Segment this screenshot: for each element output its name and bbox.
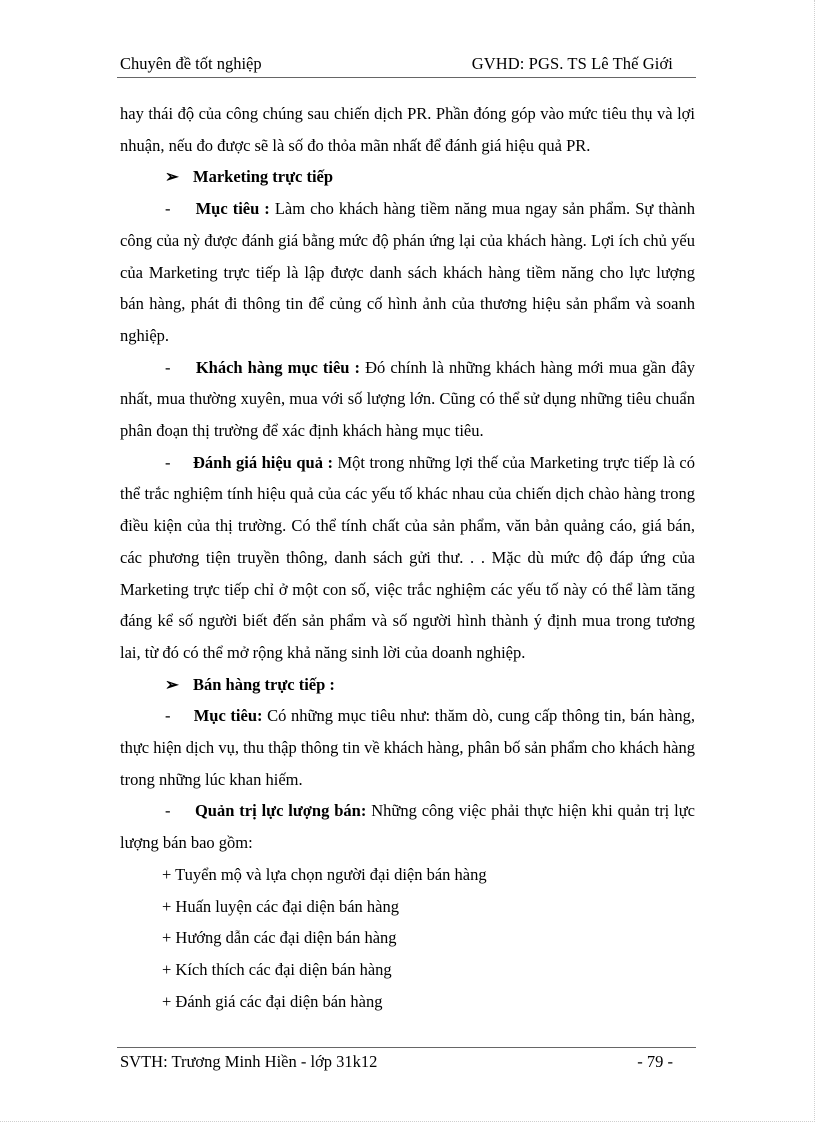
paragraph-evaluation bbox=[120, 447, 695, 669]
paragraph-text: Những công việc phải thực hiện khi quản trị lực lượng bán bao gồm: bbox=[120, 801, 696, 853]
page-number: - 79 - bbox=[637, 1052, 673, 1071]
header-advisor: GVHD: PGS. TS Lê Thế Giới bbox=[471, 54, 673, 73]
section-heading-marketing bbox=[120, 161, 695, 193]
page-footer bbox=[120, 1052, 673, 1072]
paragraph-sales-force-management bbox=[120, 795, 695, 858]
term-label: Quản trị lực lượng bán: bbox=[194, 801, 367, 821]
list-item: + Huấn luyện các đại diện bán hàng bbox=[162, 896, 400, 916]
dash-bullet: - bbox=[165, 199, 171, 219]
paragraph-text: Một trong những lợi thế của Marketing trực tiếp là có thể trắc nghiệm tính hiệu quả của các yếu tố khác nhau của chiến dịch chào hàng trong điều kiện của thị trường. Có thể tính chất của sản phẩm, văn bản quảng cáo, giá bán, các phương tiện truyền thông, danh sách gửi thư. . . Mặc dù mức độ đáp ứng của Marketing trực tiếp chỉ ở một con số, việc trắc nghiệm các yếu tố này có thể làm tăng đáng kể số người biết đến sản phẩm và số người hình thành ý định mua trong tương lai, từ đó có thể mở rộng khả năng sinh lời của doanh nghiệp. bbox=[120, 452, 695, 662]
section-title: Bán hàng trực tiếp : bbox=[193, 674, 335, 694]
paragraph-sales-objective bbox=[120, 700, 695, 795]
term-label: Đánh giá hiệu quả : bbox=[193, 452, 333, 472]
footer-divider bbox=[117, 1047, 696, 1048]
term-label: Mục tiêu: bbox=[193, 706, 263, 726]
section-title: Marketing trực tiếp bbox=[193, 167, 334, 187]
section-heading-direct-sales bbox=[120, 669, 695, 701]
dash-bullet: - bbox=[165, 706, 171, 726]
list-item: + Hướng dẫn các đại diện bán hàng bbox=[162, 928, 397, 948]
term-label: Khách hàng mục tiêu : bbox=[195, 357, 361, 377]
paragraph-text: Đó chính là những khách hàng mới mua gần đây nhất, mua thường xuyên, mua với số lượng lớn. Cũng có thể sử dụng những tiêu chuẩn phân đoạn thị trường để xác định khách hàng mục tiêu. bbox=[120, 357, 696, 441]
header-divider bbox=[117, 77, 696, 78]
paragraph-target-customers bbox=[120, 352, 695, 447]
paragraph-text: Có những mục tiêu như: thăm dò, cung cấp thông tin, bán hàng, thực hiện dịch vụ, thu thập thông tin về khách hàng, phân bố sản phẩm cho khách hàng trong những lúc khan hiếm. bbox=[120, 706, 695, 789]
page-header bbox=[120, 54, 673, 74]
document-body bbox=[120, 98, 695, 1017]
dash-bullet: - bbox=[165, 357, 171, 377]
list-item: + Kích thích các đại diện bán hàng bbox=[162, 959, 392, 979]
arrow-bullet-icon: ➢ bbox=[165, 674, 179, 694]
arrow-bullet-icon: ➢ bbox=[165, 167, 179, 187]
term-label: Mục tiêu : bbox=[195, 199, 270, 219]
dash-bullet: - bbox=[165, 452, 171, 472]
header-title: Chuyên đề tốt nghiệp bbox=[120, 54, 262, 73]
list-item: + Tuyển mộ và lựa chọn người đại diện bán hàng bbox=[162, 864, 487, 884]
dash-bullet: - bbox=[165, 801, 171, 821]
intro-paragraph: hay thái độ của công chúng sau chiến dịch PR. Phần đóng góp vào mức tiêu thụ và lợi nhuận, nếu đo được sẽ là số đo thỏa mãn nhất để đánh giá hiệu quả PR. bbox=[120, 104, 695, 155]
paragraph-objective bbox=[120, 193, 695, 352]
list-item: + Đánh giá các đại diện bán hàng bbox=[162, 991, 383, 1011]
footer-author: SVTH: Trương Minh Hiền - lớp 31k12 bbox=[120, 1052, 378, 1071]
paragraph-text: Làm cho khách hàng tiềm năng mua ngay sản phẩm. Sự thành công của nỳ được đánh giá bằng mức độ phán ứng lại của khách hàng. Lợi ích chủ yếu của Marketing trực tiếp là lập được danh sách khách hàng tiềm năng cho lực lượng bán hàng, phát đi thông tin để củng cố hình ảnh của thương hiệu sản phẩm và soanh nghiệp. bbox=[120, 199, 695, 345]
